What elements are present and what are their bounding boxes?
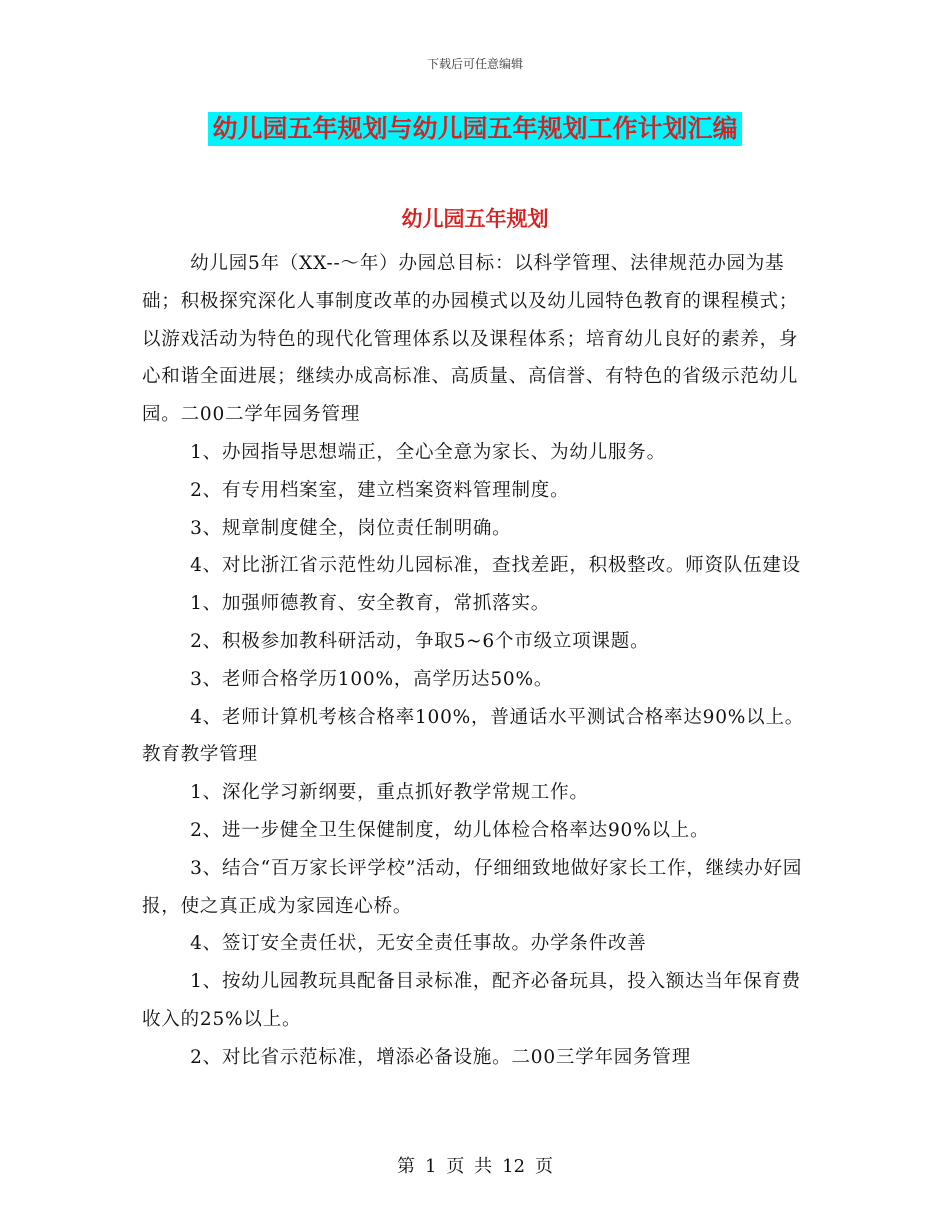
paragraph: 1、深化学习新纲要，重点抓好教学常规工作。 bbox=[190, 782, 589, 804]
paragraph: 3、规章制度健全，岗位责任制明确。 bbox=[190, 517, 512, 539]
paragraph: 1、办园指导思想端正，全心全意为家长、为幼儿服务。 bbox=[190, 441, 666, 463]
paragraph: 1、加强师德教育、安全教育，常抓落实。 bbox=[190, 593, 551, 615]
paragraph: 4、签订安全责任状，无安全责任事故。办学条件改善 bbox=[190, 933, 647, 955]
main-title-wrapper bbox=[0, 112, 950, 146]
main-title: 幼儿园五年规划与幼儿园五年规划工作计划汇编 bbox=[208, 112, 741, 146]
paragraph: 2、有专用档案室，建立档案资料管理制度。 bbox=[190, 479, 570, 501]
paragraph: 4、对比浙江省示范性幼儿园标准，查找差距，积极整改。师资队伍建设 bbox=[190, 555, 801, 577]
paragraph: 2、对比省示范标准，增添必备设施。二00三学年园务管理 bbox=[190, 1046, 692, 1068]
paragraph: 3、结合“百万家长评学校”活动，仔细细致地做好家长工作，继续办好园报，使之真正成为家园连心桥。 bbox=[142, 857, 803, 917]
footer-prefix: 第 bbox=[396, 1156, 415, 1177]
footer-total-pages: 12 bbox=[502, 1156, 526, 1177]
header-note: 下载后可任意编辑 bbox=[426, 57, 523, 71]
paragraph: 2、积极参加教科研活动，争取5~6个市级立项课题。 bbox=[190, 630, 650, 652]
page-footer bbox=[0, 1152, 950, 1178]
body-text bbox=[142, 245, 808, 1077]
paragraph: 3、老师合格学历100%，高学历达50%。 bbox=[190, 668, 554, 690]
section-title: 幼儿园五年规划 bbox=[401, 206, 549, 231]
paragraph: 1、按幼儿园教玩具配备目录标准，配齐必备玩具，投入额达当年保育费收入的25%以上。 bbox=[142, 971, 801, 1030]
footer-suffix: 页 bbox=[535, 1156, 554, 1177]
footer-middle: 页 共 bbox=[446, 1156, 493, 1177]
paragraph: 2、进一步健全卫生保健制度，幼儿体检合格率达90%以上。 bbox=[190, 819, 710, 841]
paragraph: 4、老师计算机考核合格率100%，普通话水平测试合格率达90%以上。教育教学管理 bbox=[142, 706, 805, 766]
paragraph: 幼儿园5年（XX--～年）办园总目标：以科学管理、法律规范办园为基础；积极探究深化人事制度改革的办园模式以及幼儿园特色教育的课程模式；以游戏活动为特色的现代化管理体系以及课程体系；培育幼儿良好的素养，身心和谐全面进展；继续办成高标准、高质量、高信誉、有特色的省级示范幼儿园。二00二学年园务管理 bbox=[142, 253, 799, 426]
footer-page-number: 1 bbox=[424, 1156, 437, 1177]
